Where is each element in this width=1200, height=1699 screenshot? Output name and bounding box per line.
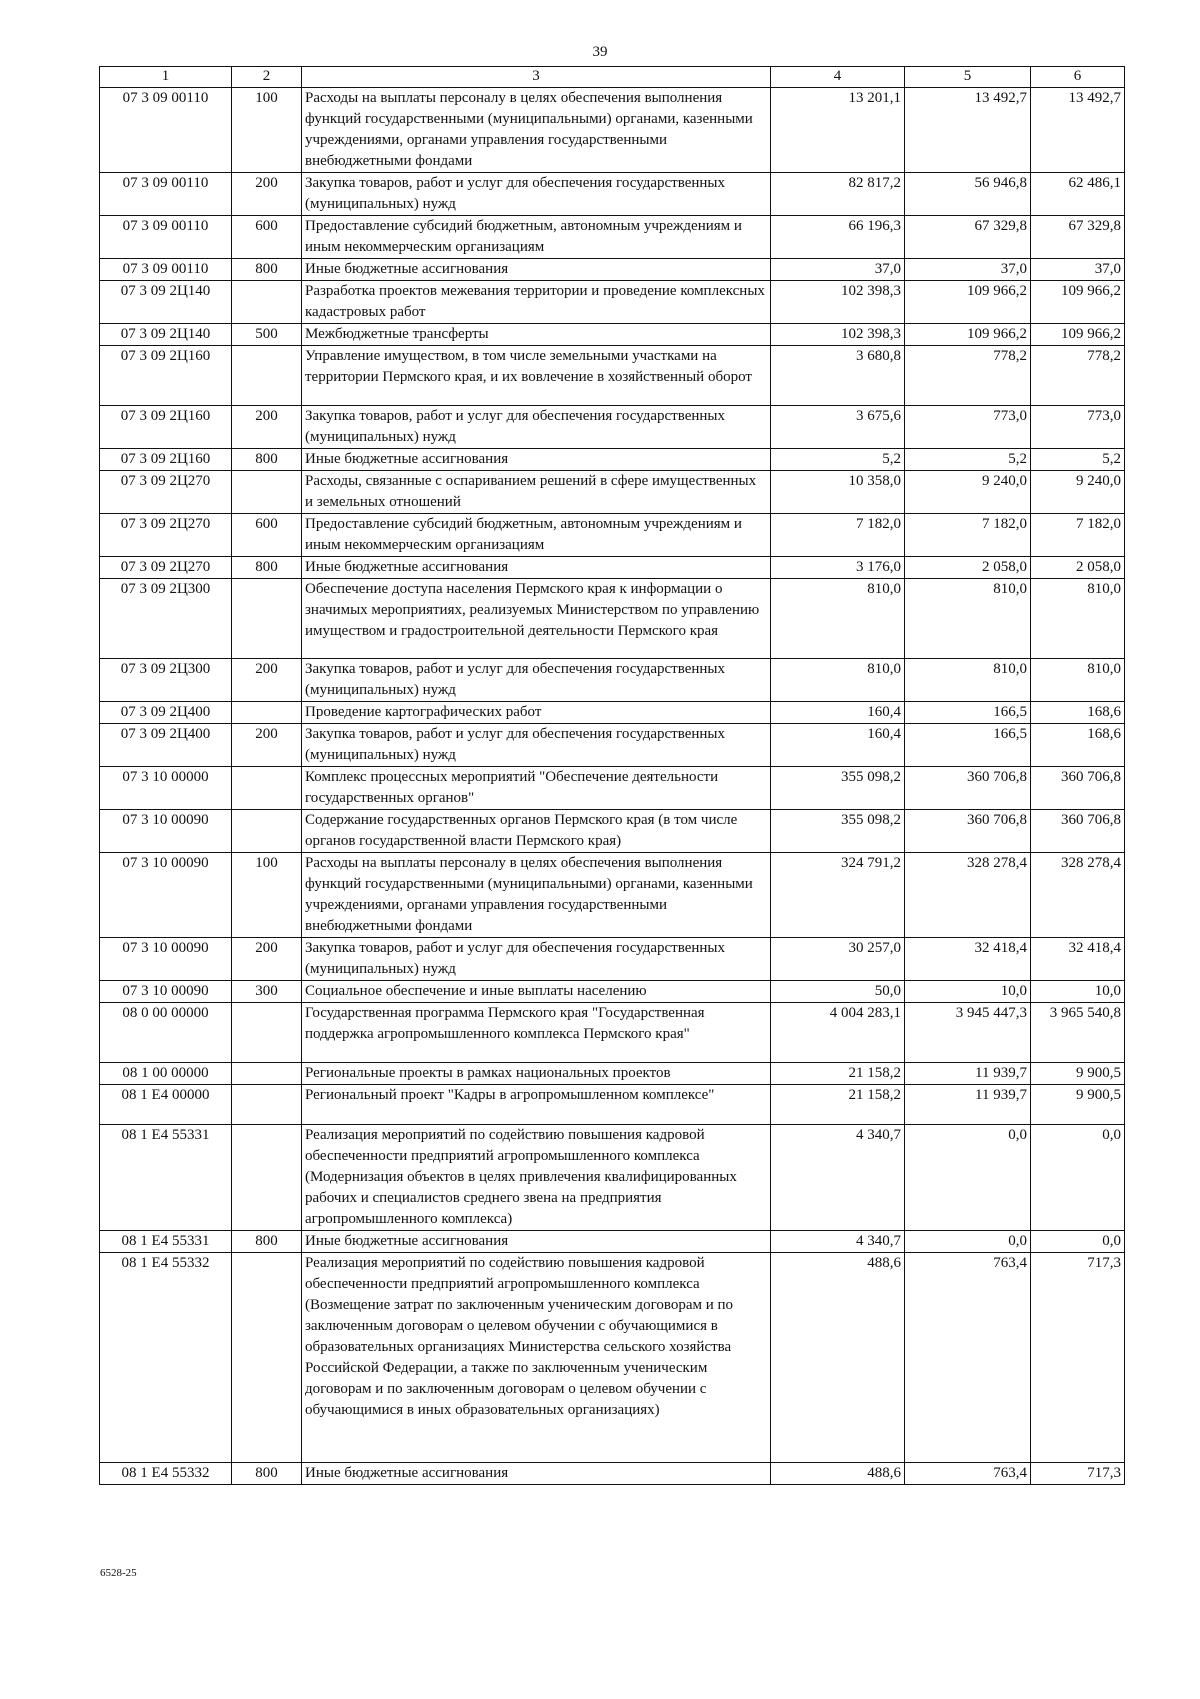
row-value-col4: 13 201,1: [771, 88, 905, 173]
row-expense-type: [232, 579, 302, 659]
row-name: Реализация мероприятий по содействию повышения кадровой обеспеченности предприятий агропромышленного комплекса (Возмещение затрат по заключенным ученическим договорам и по заключенным договорам о целевом обучении с обучающимися в образовательных организациях Министерства сельского хозяйства Российской Федерации, а также по заключенным ученическим договорам и по заключенным договорам о целевом обучении с обучающимися в иных образовательных организациях): [302, 1253, 771, 1463]
row-code: 07 3 10 00090: [100, 810, 232, 853]
table-row: [100, 1063, 1125, 1085]
table-row: [100, 579, 1125, 659]
table-row: [100, 853, 1125, 938]
row-value-col5: 763,4: [905, 1463, 1031, 1485]
row-value-col4: 160,4: [771, 702, 905, 724]
row-code: 07 3 10 00000: [100, 767, 232, 810]
row-expense-type: 800: [232, 1463, 302, 1485]
row-name: Иные бюджетные ассигнования: [302, 1231, 771, 1253]
table-row: [100, 702, 1125, 724]
document-code: 6528-25: [100, 1567, 137, 1579]
table-row: [100, 1463, 1125, 1485]
row-code: 07 3 09 2Ц300: [100, 659, 232, 702]
table-row: [100, 1125, 1125, 1231]
row-value-col5: 11 939,7: [905, 1085, 1031, 1125]
table-row: [100, 449, 1125, 471]
table-row: [100, 938, 1125, 981]
table-row: [100, 1253, 1125, 1463]
row-expense-type: [232, 1063, 302, 1085]
row-value-col5: 56 946,8: [905, 173, 1031, 216]
row-value-col4: 10 358,0: [771, 471, 905, 514]
row-value-col6: 9 900,5: [1031, 1063, 1125, 1085]
row-value-col5: 810,0: [905, 579, 1031, 659]
row-name: Иные бюджетные ассигнования: [302, 259, 771, 281]
row-value-col6: 360 706,8: [1031, 810, 1125, 853]
table-row: [100, 557, 1125, 579]
row-value-col5: 166,5: [905, 724, 1031, 767]
row-code: 07 3 09 2Ц270: [100, 557, 232, 579]
row-value-col4: 3 680,8: [771, 346, 905, 406]
row-code: 07 3 09 2Ц400: [100, 724, 232, 767]
row-code: 07 3 09 2Ц400: [100, 702, 232, 724]
row-expense-type: 200: [232, 938, 302, 981]
row-name: Закупка товаров, работ и услуг для обеспечения государственных (муниципальных) нужд: [302, 406, 771, 449]
row-name: Иные бюджетные ассигнования: [302, 557, 771, 579]
row-value-col4: 37,0: [771, 259, 905, 281]
row-value-col4: 21 158,2: [771, 1063, 905, 1085]
row-value-col6: 717,3: [1031, 1253, 1125, 1463]
row-code: 07 3 10 00090: [100, 938, 232, 981]
table-row: [100, 406, 1125, 449]
row-value-col5: 9 240,0: [905, 471, 1031, 514]
row-value-col6: 2 058,0: [1031, 557, 1125, 579]
row-expense-type: 100: [232, 853, 302, 938]
row-value-col6: 10,0: [1031, 981, 1125, 1003]
table-row: [100, 1003, 1125, 1063]
row-value-col4: 810,0: [771, 659, 905, 702]
row-expense-type: [232, 767, 302, 810]
row-name: Закупка товаров, работ и услуг для обеспечения государственных (муниципальных) нужд: [302, 938, 771, 981]
row-value-col5: 67 329,8: [905, 216, 1031, 259]
column-header-6: 6: [1031, 67, 1125, 88]
row-expense-type: 100: [232, 88, 302, 173]
row-value-col5: 810,0: [905, 659, 1031, 702]
row-value-col6: 32 418,4: [1031, 938, 1125, 981]
row-value-col4: 50,0: [771, 981, 905, 1003]
row-expense-type: 800: [232, 557, 302, 579]
row-value-col6: 0,0: [1031, 1231, 1125, 1253]
row-name: Закупка товаров, работ и услуг для обеспечения государственных (муниципальных) нужд: [302, 173, 771, 216]
row-code: 07 3 10 00090: [100, 853, 232, 938]
row-value-col5: 328 278,4: [905, 853, 1031, 938]
row-value-col6: 37,0: [1031, 259, 1125, 281]
table-row: [100, 324, 1125, 346]
row-value-col4: 4 004 283,1: [771, 1003, 905, 1063]
row-value-col4: 355 098,2: [771, 810, 905, 853]
row-name: Закупка товаров, работ и услуг для обеспечения государственных (муниципальных) нужд: [302, 724, 771, 767]
row-value-col5: 109 966,2: [905, 324, 1031, 346]
row-value-col4: 3 675,6: [771, 406, 905, 449]
row-value-col5: 11 939,7: [905, 1063, 1031, 1085]
row-value-col6: 67 329,8: [1031, 216, 1125, 259]
row-value-col4: 324 791,2: [771, 853, 905, 938]
row-value-col5: 5,2: [905, 449, 1031, 471]
table-row: [100, 981, 1125, 1003]
row-value-col4: 102 398,3: [771, 324, 905, 346]
row-name: Реализация мероприятий по содействию повышения кадровой обеспеченности предприятий агропромышленного комплекса (Модернизация объектов в целях привлечения квалифицированных рабочих и специалистов среднего звена на предприятия агропромышленного комплекса): [302, 1125, 771, 1231]
row-name: Расходы, связанные с оспариванием решений в сфере имущественных и земельных отношений: [302, 471, 771, 514]
row-value-col5: 2 058,0: [905, 557, 1031, 579]
row-value-col4: 82 817,2: [771, 173, 905, 216]
table-row: [100, 810, 1125, 853]
row-name: Иные бюджетные ассигнования: [302, 449, 771, 471]
row-name: Обеспечение доступа населения Пермского края к информации о значимых мероприятиях, реализуемых Министерством по управлению имуществом и градостроительной деятельности Пермского края: [302, 579, 771, 659]
row-value-col5: 773,0: [905, 406, 1031, 449]
row-code: 07 3 09 00110: [100, 259, 232, 281]
row-value-col5: 360 706,8: [905, 810, 1031, 853]
row-code: 08 1 Е4 00000: [100, 1085, 232, 1125]
row-value-col6: 0,0: [1031, 1125, 1125, 1231]
row-expense-type: 800: [232, 449, 302, 471]
row-expense-type: [232, 702, 302, 724]
row-expense-type: 800: [232, 1231, 302, 1253]
table-row: [100, 659, 1125, 702]
row-name: Государственная программа Пермского края "Государственная поддержка агропромышленного комплекса Пермского края": [302, 1003, 771, 1063]
row-value-col6: 328 278,4: [1031, 853, 1125, 938]
row-value-col6: 3 965 540,8: [1031, 1003, 1125, 1063]
row-value-col6: 810,0: [1031, 579, 1125, 659]
row-name: Расходы на выплаты персоналу в целях обеспечения выполнения функций государственными (муниципальными) органами, казенными учреждениями, органами управления государственными внебюджетными фондами: [302, 853, 771, 938]
row-expense-type: [232, 1003, 302, 1063]
row-expense-type: [232, 346, 302, 406]
row-name: Иные бюджетные ассигнования: [302, 1463, 771, 1485]
row-expense-type: 500: [232, 324, 302, 346]
row-value-col4: 810,0: [771, 579, 905, 659]
row-name: Региональный проект "Кадры в агропромышленном комплексе": [302, 1085, 771, 1125]
row-value-col4: 7 182,0: [771, 514, 905, 557]
row-value-col4: 21 158,2: [771, 1085, 905, 1125]
row-expense-type: [232, 1125, 302, 1231]
column-header-5: 5: [905, 67, 1031, 88]
row-name: Закупка товаров, работ и услуг для обеспечения государственных (муниципальных) нужд: [302, 659, 771, 702]
row-value-col4: 102 398,3: [771, 281, 905, 324]
row-value-col4: 3 176,0: [771, 557, 905, 579]
page-number: 39: [592, 44, 608, 60]
header-row: [100, 67, 1125, 88]
row-name: Проведение картографических работ: [302, 702, 771, 724]
row-name: Содержание государственных органов Пермского края (в том числе органов государственной власти Пермского края): [302, 810, 771, 853]
row-code: 08 0 00 00000: [100, 1003, 232, 1063]
row-value-col4: 4 340,7: [771, 1125, 905, 1231]
row-expense-type: [232, 810, 302, 853]
row-value-col6: 109 966,2: [1031, 324, 1125, 346]
column-header-3: 3: [302, 67, 771, 88]
row-value-col6: 168,6: [1031, 724, 1125, 767]
row-value-col5: 0,0: [905, 1231, 1031, 1253]
row-code: 07 3 09 2Ц160: [100, 449, 232, 471]
row-value-col6: 62 486,1: [1031, 173, 1125, 216]
table-row: [100, 514, 1125, 557]
row-code: 07 3 09 2Ц270: [100, 514, 232, 557]
row-value-col5: 37,0: [905, 259, 1031, 281]
row-value-col6: 168,6: [1031, 702, 1125, 724]
row-value-col4: 5,2: [771, 449, 905, 471]
row-value-col5: 0,0: [905, 1125, 1031, 1231]
row-value-col4: 4 340,7: [771, 1231, 905, 1253]
row-expense-type: [232, 281, 302, 324]
budget-table: [99, 66, 1125, 1485]
table-row: [100, 767, 1125, 810]
row-value-col5: 3 945 447,3: [905, 1003, 1031, 1063]
row-value-col6: 7 182,0: [1031, 514, 1125, 557]
row-expense-type: 200: [232, 724, 302, 767]
row-code: 07 3 09 2Ц140: [100, 324, 232, 346]
row-code: 08 1 00 00000: [100, 1063, 232, 1085]
table-row: [100, 259, 1125, 281]
row-name: Управление имуществом, в том числе земельными участками на территории Пермского края, и их вовлечение в хозяйственный оборот: [302, 346, 771, 406]
row-value-col5: 109 966,2: [905, 281, 1031, 324]
row-name: Межбюджетные трансферты: [302, 324, 771, 346]
row-expense-type: 200: [232, 659, 302, 702]
table-row: [100, 216, 1125, 259]
row-code: 07 3 09 2Ц270: [100, 471, 232, 514]
row-name: Расходы на выплаты персоналу в целях обеспечения выполнения функций государственными (муниципальными) органами, казенными учреждениями, органами управления государственными внебюджетными фондами: [302, 88, 771, 173]
row-value-col6: 9 900,5: [1031, 1085, 1125, 1125]
row-code: 07 3 09 00110: [100, 216, 232, 259]
row-code: 07 3 09 2Ц140: [100, 281, 232, 324]
row-code: 08 1 Е4 55331: [100, 1125, 232, 1231]
table-row: [100, 173, 1125, 216]
row-expense-type: [232, 1085, 302, 1125]
row-value-col6: 9 240,0: [1031, 471, 1125, 514]
row-expense-type: 300: [232, 981, 302, 1003]
row-value-col6: 5,2: [1031, 449, 1125, 471]
row-expense-type: 600: [232, 216, 302, 259]
table-row: [100, 346, 1125, 406]
row-code: 08 1 Е4 55331: [100, 1231, 232, 1253]
row-code: 07 3 10 00090: [100, 981, 232, 1003]
row-value-col5: 763,4: [905, 1253, 1031, 1463]
row-value-col5: 13 492,7: [905, 88, 1031, 173]
row-expense-type: 200: [232, 173, 302, 216]
row-value-col4: 30 257,0: [771, 938, 905, 981]
row-value-col5: 166,5: [905, 702, 1031, 724]
row-code: 07 3 09 2Ц160: [100, 406, 232, 449]
row-expense-type: 600: [232, 514, 302, 557]
row-code: 07 3 09 00110: [100, 173, 232, 216]
row-code: 07 3 09 2Ц160: [100, 346, 232, 406]
row-value-col4: 160,4: [771, 724, 905, 767]
row-value-col4: 355 098,2: [771, 767, 905, 810]
row-value-col6: 773,0: [1031, 406, 1125, 449]
row-value-col6: 717,3: [1031, 1463, 1125, 1485]
row-name: Предоставление субсидий бюджетным, автономным учреждениям и иным некоммерческим организациям: [302, 216, 771, 259]
row-name: Комплекс процессных мероприятий "Обеспечение деятельности государственных органов": [302, 767, 771, 810]
column-header-1: 1: [100, 67, 232, 88]
row-value-col5: 32 418,4: [905, 938, 1031, 981]
row-value-col5: 10,0: [905, 981, 1031, 1003]
row-value-col5: 778,2: [905, 346, 1031, 406]
row-value-col6: 109 966,2: [1031, 281, 1125, 324]
table-row: [100, 1085, 1125, 1125]
row-expense-type: [232, 471, 302, 514]
column-header-2: 2: [232, 67, 302, 88]
row-expense-type: [232, 1253, 302, 1463]
row-code: 08 1 Е4 55332: [100, 1463, 232, 1485]
row-value-col5: 7 182,0: [905, 514, 1031, 557]
row-value-col4: 488,6: [771, 1463, 905, 1485]
row-expense-type: 200: [232, 406, 302, 449]
row-code: 07 3 09 00110: [100, 88, 232, 173]
row-value-col6: 778,2: [1031, 346, 1125, 406]
table-row: [100, 471, 1125, 514]
table-row: [100, 1231, 1125, 1253]
row-name: Предоставление субсидий бюджетным, автономным учреждениям и иным некоммерческим организациям: [302, 514, 771, 557]
table-row: [100, 88, 1125, 173]
table-row: [100, 281, 1125, 324]
row-expense-type: 800: [232, 259, 302, 281]
row-value-col5: 360 706,8: [905, 767, 1031, 810]
row-code: 08 1 Е4 55332: [100, 1253, 232, 1463]
row-value-col6: 13 492,7: [1031, 88, 1125, 173]
column-header-4: 4: [771, 67, 905, 88]
table-row: [100, 724, 1125, 767]
row-value-col4: 488,6: [771, 1253, 905, 1463]
row-value-col6: 810,0: [1031, 659, 1125, 702]
row-name: Социальное обеспечение и иные выплаты населению: [302, 981, 771, 1003]
row-name: Региональные проекты в рамках национальных проектов: [302, 1063, 771, 1085]
row-code: 07 3 09 2Ц300: [100, 579, 232, 659]
row-value-col6: 360 706,8: [1031, 767, 1125, 810]
row-value-col4: 66 196,3: [771, 216, 905, 259]
row-name: Разработка проектов межевания территории и проведение комплексных кадастровых работ: [302, 281, 771, 324]
